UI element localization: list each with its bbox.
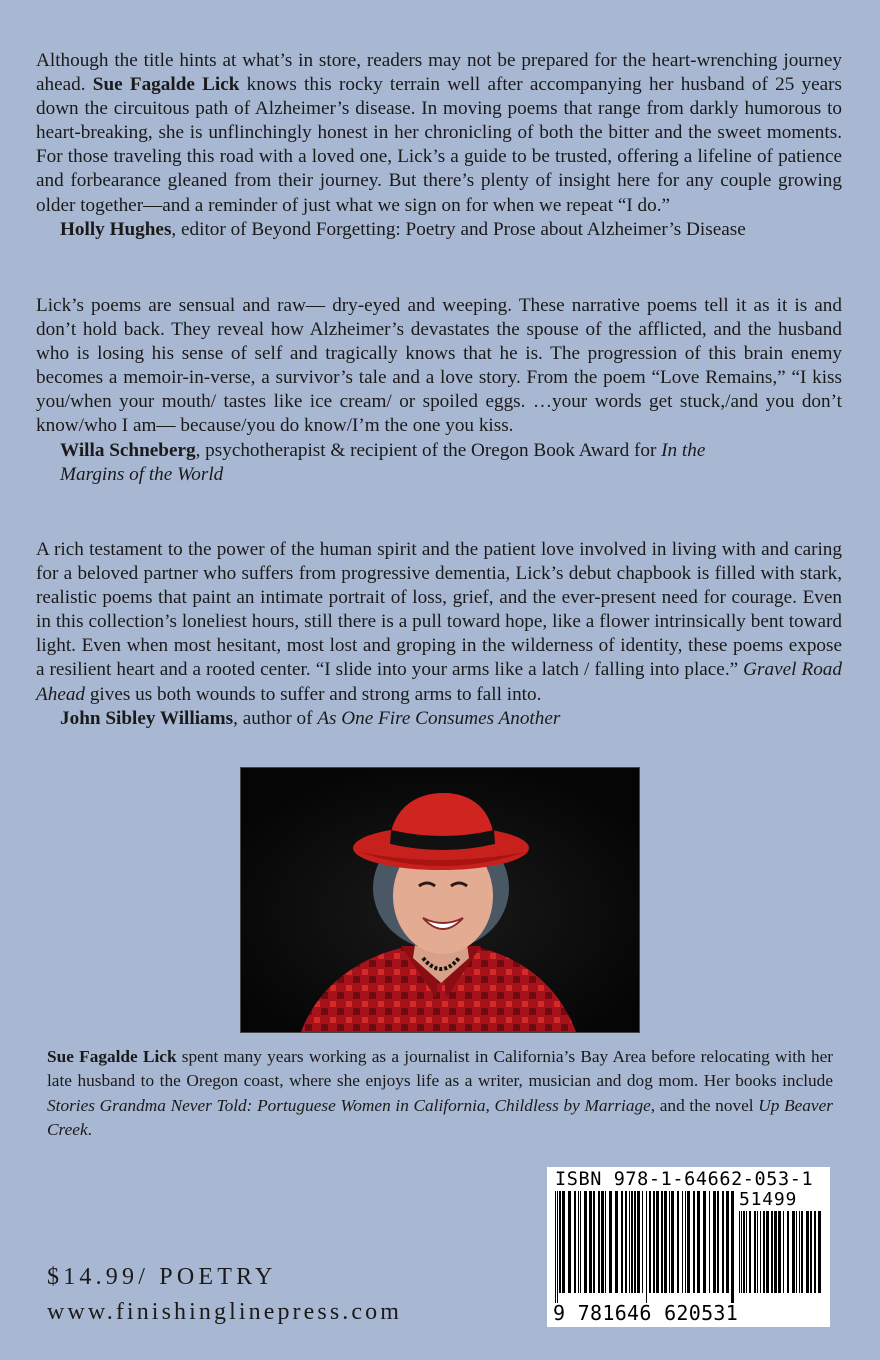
price-code: 51499 <box>739 1189 798 1210</box>
barcode-bar <box>741 1211 742 1293</box>
blurb1-author: Sue Fagalde Lick <box>92 74 240 96</box>
barcode-bar <box>709 1191 710 1293</box>
barcode-bar <box>774 1211 777 1293</box>
blurb2-reviewer-book-1: In the <box>661 439 706 461</box>
barcode-bar <box>615 1191 618 1293</box>
price-genre: $14.99/ POETRY <box>47 1264 277 1290</box>
ean-digits: 9 781646 620531 <box>553 1301 739 1325</box>
barcode-bar <box>713 1191 716 1293</box>
barcode-bar <box>649 1191 651 1293</box>
bio-book-1: Stories Grandma Never Told: Portuguese Women in California, Childless by Marriage <box>47 1095 651 1115</box>
bio-author: Sue Fagalde Lick <box>47 1047 177 1066</box>
barcode-bar <box>697 1191 700 1293</box>
isbn-label: ISBN 978-1-64662-053-1 <box>555 1169 814 1190</box>
barcode-bar <box>799 1211 800 1293</box>
barcode-bar <box>749 1211 751 1293</box>
author-bio <box>47 1045 833 1142</box>
barcode-bar <box>746 1211 747 1293</box>
barcode-bar <box>605 1191 606 1293</box>
blurb1-reviewer: Holly Hughes <box>60 218 172 240</box>
blurb3-attribution <box>36 707 842 731</box>
blurb3-book-title: Gravel Road Ahead <box>36 659 842 705</box>
blurb1-text-before: Although the title hints at what’s in store, readers may not be prepared for the heart-wrenching journey ahead. <box>36 50 842 96</box>
blurb-holly-hughes <box>36 49 842 242</box>
barcode-bar <box>580 1191 581 1293</box>
barcode-bar <box>760 1211 761 1293</box>
barcode-bar <box>669 1191 670 1293</box>
barcode-bar <box>778 1211 781 1293</box>
barcode-bar <box>557 1191 558 1303</box>
bio-text-2: , and the novel <box>650 1095 759 1115</box>
blurb-john-sibley-williams <box>36 538 842 731</box>
barcode-bar <box>598 1191 600 1293</box>
publisher-website: www.finishinglinepress.com <box>47 1299 403 1325</box>
blurb1-attribution <box>36 218 842 242</box>
blurb2-attribution <box>36 439 842 463</box>
barcode-bar <box>578 1191 579 1293</box>
barcode-bar <box>771 1211 773 1293</box>
bio-text-3: . <box>87 1119 92 1139</box>
barcode-bar <box>642 1191 643 1293</box>
blurb2-reviewer-book-2: Margins of the World <box>60 463 224 485</box>
barcode-bar <box>717 1191 719 1293</box>
barcode-bar <box>593 1191 595 1293</box>
barcode-bar <box>763 1211 765 1293</box>
barcode-bar <box>754 1211 756 1293</box>
barcode-bar <box>801 1211 803 1293</box>
blurb1-text-after: knows this rocky terrain well after accompanying her husband of 25 years down the circuitous path of Alzheimer’s disease. In moving poems that range from darkly humorous to heart-breaking, she is unflinchingly honest in her chronicling of both the bitter and the sweet moments. For those traveling this road with a loved one, Lick’s a guide to be trusted, offering a lifeline of patience and forbearance gleaned from their journey. But there’s plenty of insight here for any couple growing older together—and a reminder of just what we sign on for when we repeat “I do.” <box>36 74 843 216</box>
addon-barcode-bars <box>739 1211 821 1303</box>
blurb2-attribution-cont <box>36 463 842 487</box>
barcode-bar <box>677 1191 679 1293</box>
barcode-bar <box>555 1191 556 1303</box>
barcode-bar <box>574 1191 576 1293</box>
blurb1-reviewer-desc: , editor of Beyond Forgetting: Poetry and Prose about Alzheimer’s Disease <box>171 218 746 240</box>
barcode-bar <box>656 1191 659 1293</box>
barcode-bar <box>634 1191 636 1293</box>
barcode-bar <box>796 1211 797 1293</box>
blurb3-reviewer-desc: , author of <box>233 707 318 729</box>
blurb3-reviewer: John Sibley Williams <box>60 707 234 729</box>
bio-text-1: spent many years working as a journalist in California’s Bay Area before relocating with her late husband to the Oregon coast, where she enjoys life as a writer, musician and dog mom. Her books include <box>47 1047 834 1091</box>
barcode-bar <box>661 1191 663 1293</box>
barcode-bar <box>559 1191 561 1293</box>
barcode-bar <box>646 1191 647 1303</box>
barcode-bar <box>814 1211 816 1293</box>
barcode-bar <box>671 1191 674 1293</box>
barcode-bar <box>584 1191 587 1293</box>
barcode-bar <box>601 1191 604 1293</box>
barcode-bar <box>743 1211 745 1293</box>
barcode-bar <box>621 1191 623 1293</box>
blurb-willa-schneberg <box>36 294 842 487</box>
barcode-bar <box>783 1211 784 1293</box>
barcode-bar <box>722 1191 724 1293</box>
blurb2-reviewer: Willa Schneberg <box>60 439 196 461</box>
barcode-bar <box>739 1211 740 1293</box>
barcode-bar <box>589 1191 592 1293</box>
blurb3-text-before: A rich testament to the power of the human spirit and the patient love involved in living with and caring for a beloved partner who suffers from progressive dementia, Lick’s debut chapbook is filled with stark, realistic poems that paint an intimate portrait of loss, grief, and the ever-present need for courage. Even in this collection’s loneliest hours, still there is a pull toward hope, like a flower intrinsically bent toward light. Even when most hesitant, most lost and groping in the wilderness of identity, these poems expose a resilient heart and a rooted center. “I slide into your arms like a latch / falling into place.” <box>36 539 842 681</box>
barcode-bar <box>703 1191 706 1293</box>
ean-barcode-bars <box>555 1191 735 1303</box>
barcode-bar <box>609 1191 612 1293</box>
barcode-bar <box>693 1191 695 1293</box>
barcode-bar <box>757 1211 758 1293</box>
barcode-bar <box>664 1191 667 1293</box>
blurb3-reviewer-book: As One Fire Consumes Another <box>317 707 561 729</box>
author-photo <box>240 767 640 1033</box>
barcode-bar <box>806 1211 809 1293</box>
barcode-bar <box>625 1191 627 1293</box>
barcode-bar <box>731 1191 734 1303</box>
blurb2-text: Lick’s poems are sensual and raw— dry-eyed and weeping. These narrative poems tell it as it is and don’t hold back. They reveal how Alzheimer’s devastates the spouse of the afflicted, and the husband who is losing his sense of self and tragically knows that he is. The progression of this brain enemy becomes a memoir-in-verse, a survivor’s tale and a love story. From the poem “Love Remains,” “I kiss you/when your mouth/ tastes like ice cream/ or spoiled eggs. …your words get stuck,/and you don’t know/who I am— because/you do know/I’m the one you kiss. <box>36 295 842 437</box>
barcode-bar <box>792 1211 795 1293</box>
barcode-bar <box>726 1191 729 1293</box>
barcode-bar <box>562 1191 565 1293</box>
blurb3-text-after: gives us both wounds to suffer and strong arms to fall into. <box>85 683 542 705</box>
barcode-bar <box>629 1191 630 1293</box>
isbn-barcode <box>547 1167 830 1327</box>
barcode-bar <box>687 1191 690 1293</box>
author-portrait-illustration <box>241 768 639 1032</box>
barcode-bar <box>766 1211 769 1293</box>
barcode-bar <box>653 1191 655 1293</box>
barcode-bar <box>685 1191 686 1293</box>
barcode-bar <box>787 1211 789 1293</box>
barcode-bar <box>810 1211 812 1293</box>
bio-book-2: Up Beaver Creek <box>47 1095 833 1139</box>
barcode-bar <box>637 1191 640 1293</box>
barcode-bar <box>682 1191 683 1293</box>
barcode-bar <box>568 1191 571 1293</box>
barcode-bar <box>818 1211 821 1293</box>
barcode-bar <box>631 1191 633 1293</box>
blurb2-reviewer-desc: , psychotherapist & recipient of the Oregon Book Award for <box>195 439 662 461</box>
